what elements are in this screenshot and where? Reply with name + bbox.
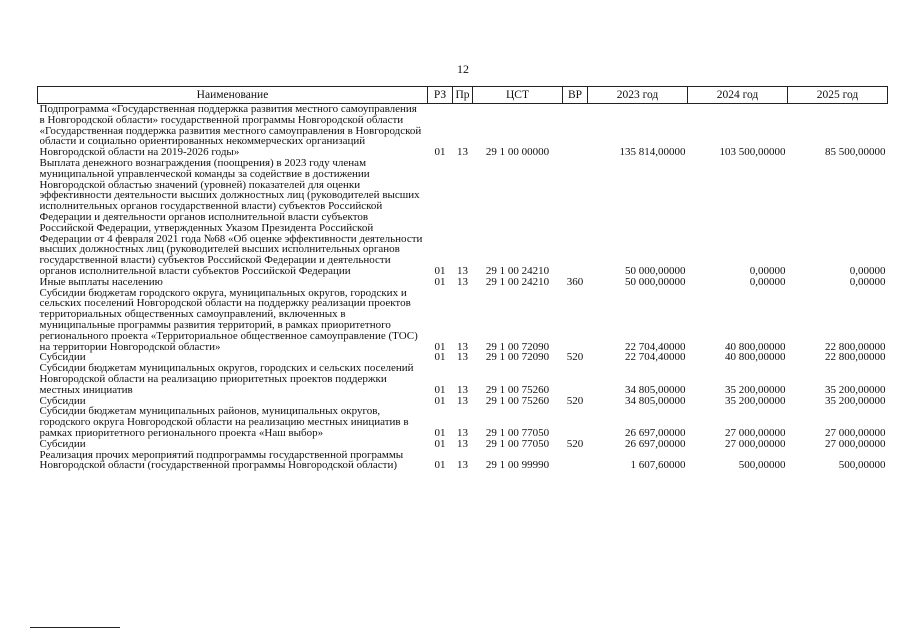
header-name: Наименование	[38, 87, 428, 104]
table-row	[38, 406, 888, 438]
row-rz: 01	[434, 459, 446, 472]
row-cst: 29 1 00 77050	[485, 426, 550, 439]
row-2024: 500,00000	[738, 459, 786, 472]
budget-table	[37, 86, 888, 471]
row-rz: 01	[434, 275, 446, 288]
row-2024: 35 200,00000	[725, 394, 786, 407]
row-cst: 29 1 00 75260	[485, 394, 550, 407]
row-pr: 13	[457, 340, 468, 353]
row-2024: 27 000,00000	[725, 426, 786, 439]
row-name: Субсидии бюджетам городского округа, муниципальных округов, городских и сельских поселений Новгородской области на поддержку реализации проектов территориальных общественных самоуправлений, включенных в муниципальные программы развития территорий, в рамках приоритетного регионального проекта «Территориальное общественное самоуправление (ТОС) на территории Новгородской области»	[39, 286, 418, 353]
row-pr: 13	[457, 351, 468, 364]
row-vr: 520	[566, 394, 584, 407]
row-rz: 01	[434, 426, 446, 439]
row-name: Подпрограмма «Государственная поддержка развития местного самоуправления в Новгородской области» государственной программы Новгородской области «Государственная поддержка развития местного самоуправления в Новгородской области и социально ориентированных некоммерческих организаций Новгородской области на 2019-2026 годы»	[39, 103, 422, 159]
row-pr: 13	[457, 459, 468, 472]
row-2023: 26 697,00000	[625, 437, 686, 450]
row-cst: 29 1 00 24210	[485, 264, 550, 277]
header-2024: 2024 год	[688, 87, 788, 104]
row-name: Субсидии	[39, 394, 86, 407]
row-pr: 13	[457, 275, 468, 288]
row-cst: 29 1 00 00000	[485, 146, 550, 159]
row-vr	[563, 450, 588, 472]
row-2023: 50 000,00000	[625, 275, 686, 288]
header-rz: РЗ	[428, 87, 453, 104]
row-2023: 22 704,40000	[625, 351, 686, 364]
row-2023: 34 805,00000	[625, 383, 686, 396]
row-vr: 520	[566, 437, 584, 450]
row-2024: 40 800,00000	[725, 340, 786, 353]
header-cst: ЦСТ	[473, 87, 563, 104]
row-cst: 29 1 00 99990	[485, 459, 550, 472]
row-2024: 35 200,00000	[725, 383, 786, 396]
row-2023: 50 000,00000	[625, 264, 686, 277]
header-pr: Пр	[453, 87, 473, 104]
row-vr	[563, 406, 588, 438]
row-name: Выплата денежного вознаграждения (поощрения) в 2023 году членам муниципальной управленческой команды за содействие в достижении Новгородской областью значений (уровней) показателей для оценки эффективности деятельности высших должностных лиц (руководителей высших исполнительных органов государственной власти) субъектов Российской Федерации и деятельности органов исполнительной власти субъектов Российской Федерации, утвержденных Указом Президента Российской Федерации от 4 февраля 2021 года №68 «Об оценке эффективности деятельности высших должностных лиц (руководителей высших исполнительных органов государственной власти) субъектов Российской Федерации и деятельности органов исполнительной власти субъектов Российской Федерации	[39, 156, 423, 277]
row-2024: 0,00000	[749, 275, 786, 288]
row-rz: 01	[434, 351, 446, 364]
table-row	[38, 277, 888, 288]
row-2024: 40 800,00000	[725, 351, 786, 364]
row-2023: 22 704,40000	[625, 340, 686, 353]
row-vr: 360	[566, 275, 584, 288]
row-rz: 01	[434, 146, 446, 159]
table-row	[38, 363, 888, 395]
row-2025: 35 200,00000	[825, 394, 886, 407]
table-row	[38, 288, 888, 353]
row-2023: 26 697,00000	[625, 426, 686, 439]
row-cst: 29 1 00 77050	[485, 437, 550, 450]
table-row	[38, 450, 888, 472]
row-pr: 13	[457, 264, 468, 277]
row-rz: 01	[434, 437, 446, 450]
row-2024: 103 500,00000	[719, 146, 786, 159]
row-pr: 13	[457, 437, 468, 450]
row-2023: 34 805,00000	[625, 394, 686, 407]
row-2025: 22 800,00000	[825, 340, 886, 353]
row-pr: 13	[457, 394, 468, 407]
header-2023: 2023 год	[588, 87, 688, 104]
row-name: Субсидии	[39, 437, 86, 450]
row-vr: 520	[566, 351, 584, 364]
row-vr	[563, 363, 588, 395]
row-vr	[563, 288, 588, 353]
row-2025: 0,00000	[849, 264, 886, 277]
row-2024: 0,00000	[749, 264, 786, 277]
row-rz: 01	[434, 394, 446, 407]
row-cst: 29 1 00 24210	[485, 275, 550, 288]
row-2025: 27 000,00000	[825, 426, 886, 439]
row-2023: 135 814,00000	[619, 146, 686, 159]
row-name: Субсидии бюджетам муниципальных округов, городских и сельских поселений Новгородской области на реализацию приоритетных проектов поддержки местных инициатив	[39, 362, 414, 396]
header-2025: 2025 год	[788, 87, 888, 104]
row-cst: 29 1 00 72090	[485, 340, 550, 353]
row-2025: 35 200,00000	[825, 383, 886, 396]
row-2025: 0,00000	[849, 275, 886, 288]
table-row	[38, 104, 888, 158]
row-cst: 29 1 00 72090	[485, 351, 550, 364]
row-2024: 27 000,00000	[725, 437, 786, 450]
header-vr: ВР	[563, 87, 588, 104]
table-row	[38, 158, 888, 277]
row-name: Иные выплаты населению	[39, 275, 163, 288]
table-header-row	[38, 87, 888, 104]
page-number: 12	[457, 62, 469, 76]
row-2023: 1 607,60000	[630, 459, 686, 472]
row-2025: 27 000,00000	[825, 437, 886, 450]
row-vr	[563, 104, 588, 158]
row-pr: 13	[457, 146, 468, 159]
row-name: Субсидии бюджетам муниципальных районов, муниципальных округов, городского округа Новгородской области на реализацию местных инициатив в рамках приоритетного регионального проекта «Наш выбор»	[39, 405, 409, 439]
table-row	[38, 439, 888, 450]
row-rz: 01	[434, 264, 446, 277]
row-name: Субсидии	[39, 351, 86, 364]
row-rz: 01	[434, 383, 446, 396]
row-cst: 29 1 00 75260	[485, 383, 550, 396]
footer-rule	[30, 627, 120, 628]
row-2025: 22 800,00000	[825, 351, 886, 364]
row-vr	[563, 158, 588, 277]
row-rz: 01	[434, 340, 446, 353]
row-pr: 13	[457, 426, 468, 439]
row-2025: 500,00000	[838, 459, 886, 472]
row-name: Реализация прочих мероприятий подпрограммы государственной программы Новгородской области (государственной программы Новгородской области)	[39, 448, 404, 472]
row-2025: 85 500,00000	[825, 146, 886, 159]
row-pr: 13	[457, 383, 468, 396]
